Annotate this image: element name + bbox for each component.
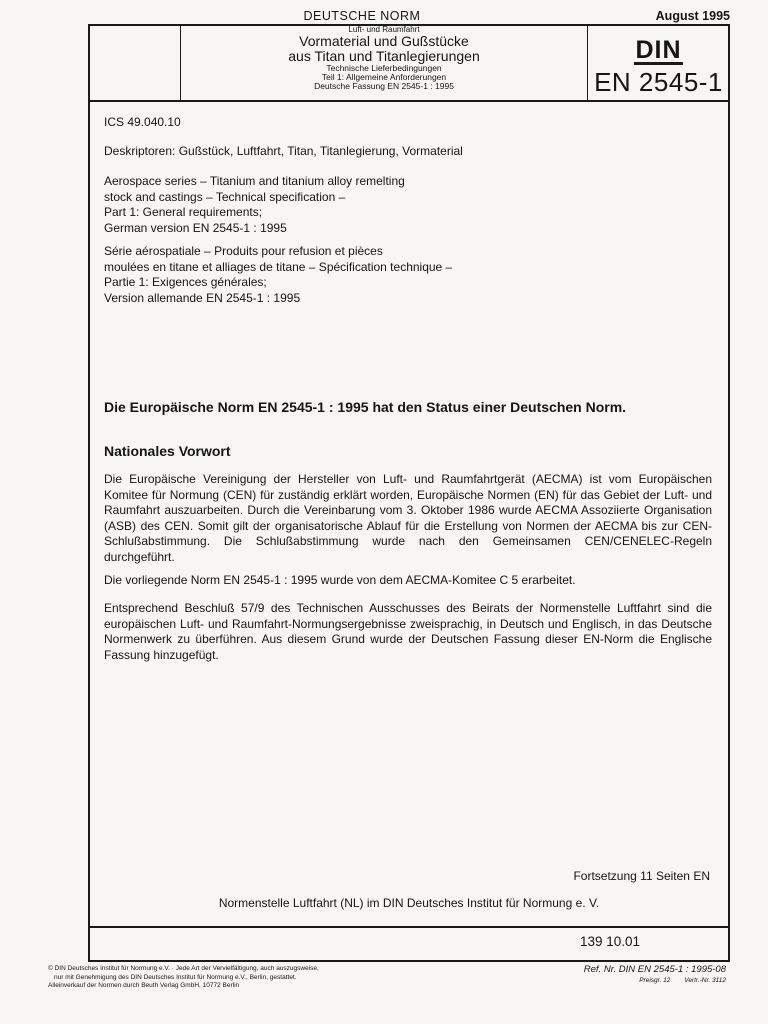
document-number: 139 10.01 <box>579 934 640 949</box>
continuation-note: Fortsetzung 11 Seiten EN <box>573 869 710 883</box>
subtitle-2: Teil 1: Allgemeine Anforderungen <box>321 72 447 82</box>
english-title-line: Part 1: General requirements; <box>104 205 263 219</box>
title-line-1: Vormaterial und Gußstücke <box>299 33 469 49</box>
subtitle-3: Deutsche Fassung EN 2545-1 : 1995 <box>314 81 454 91</box>
copyright-line-2: nur mit Genehmigung des DIN Deutsches Institut für Normung e.V., Berlin, gestattet. <box>54 973 297 981</box>
english-title-block <box>104 174 405 236</box>
vorwort-paragraph-2: Die vorliegende Norm EN 2545-1 : 1995 wurde von dem AECMA-Komitee C 5 erarbeitet. <box>104 573 576 587</box>
category-label: Luft- und Raumfahrt <box>348 25 420 34</box>
footer-reference <box>584 964 726 984</box>
document-frame <box>88 24 730 962</box>
french-title-line: Série aérospatiale – Produits pour refusion et pièces <box>104 244 383 258</box>
title-line-2: aus Titan und Titanlegierungen <box>288 48 480 64</box>
vertriebs-number: Vertr.-Nr. 3112 <box>684 977 726 984</box>
header-row <box>90 26 728 102</box>
subtitle-1: Technische Lieferbedingungen <box>326 63 442 73</box>
price-group: Preisgr. 12 <box>639 977 671 984</box>
french-title-block <box>104 244 452 306</box>
french-title-line: moulées en titane et alliages de titane – Spécification technique – <box>104 259 453 274</box>
norm-label: DEUTSCHE NORM <box>303 9 421 23</box>
deskriptoren: Deskriptoren: Gußstück, Luftfahrt, Titan, Titanlegierung, Vormaterial <box>104 144 463 158</box>
vorwort-heading: Nationales Vorwort <box>104 443 231 459</box>
header-din-cell <box>587 26 729 100</box>
bottom-separator <box>90 926 728 928</box>
french-title-line: Partie 1: Exigences générales; <box>104 275 267 289</box>
status-statement: Die Europäische Norm EN 2545-1 : 1995 hat den Status einer Deutschen Norm. <box>104 399 627 415</box>
english-title-line: stock and castings – Technical specification – <box>104 189 346 204</box>
ics-code: ICS 49.040.10 <box>104 115 181 129</box>
footer-copyright <box>48 965 468 991</box>
copyright-line-1: © DIN Deutsches Institut für Normung e.V. · Jede Art der Vervielfältigung, auch auszugsweise, <box>48 965 319 972</box>
din-logo: DIN <box>635 36 682 64</box>
price-group-line <box>584 977 726 984</box>
french-title-line: Version allemande EN 2545-1 : 1995 <box>104 290 301 305</box>
vorwort-paragraph-1: Die Europäische Vereinigung der Hersteller von Luft- und Raumfahrtgerät (AECMA) ist vom Europäischen Komitee für Normung (CEN) für zuständig erklärt worden, Europäische Normen (EN) für das Gebiet der Luft- und Raumfahrt auszuarbeiten. Durch die Vereinbarung vom 3. Oktober 1986 wurde AECMA Assoziierte Organisation (ASB) des CEN. Somit gilt der organisatorische Ablauf für die Erstellung von Normen der AECMA bis zur CEN-Schlußabstimmung. Die Schlußabstimmung wurde nach den Gemeinsamen CEN/CENELEC-Regeln durchgeführt. <box>104 472 712 564</box>
reference-number: Ref. Nr. DIN EN 2545-1 : 1995-08 <box>583 964 726 975</box>
issue-date: August 1995 <box>655 9 730 23</box>
english-title-line: German version EN 2545-1 : 1995 <box>104 220 287 235</box>
header-title-cell <box>181 26 587 100</box>
header-left-cell <box>90 26 181 100</box>
english-title-line: Aerospace series – Titanium and titanium alloy remelting <box>104 174 405 188</box>
vorwort-paragraph-3: Entsprechend Beschluß 57/9 des Technischen Ausschusses des Beirats der Normenstelle Luftfahrt sind die europäischen Luft- und Raumfahrt-Normungsergebnisse zweisprachig, in Deutsch und Englisch, in das Deutsche Normenwerk zu überführen. Aus diesem Grund wurde der Deutschen Fassung dieser EN-Norm die Englische Fassung hinzugefügt. <box>104 601 712 662</box>
normenstelle-line: Normenstelle Luftfahrt (NL) im DIN Deutsches Institut für Normung e. V. <box>218 896 600 910</box>
en-number: EN 2545-1 <box>594 67 723 97</box>
sales-line: Alleinverkauf der Normen durch Beuth Verlag GmbH, 10772 Berlin <box>48 982 240 989</box>
